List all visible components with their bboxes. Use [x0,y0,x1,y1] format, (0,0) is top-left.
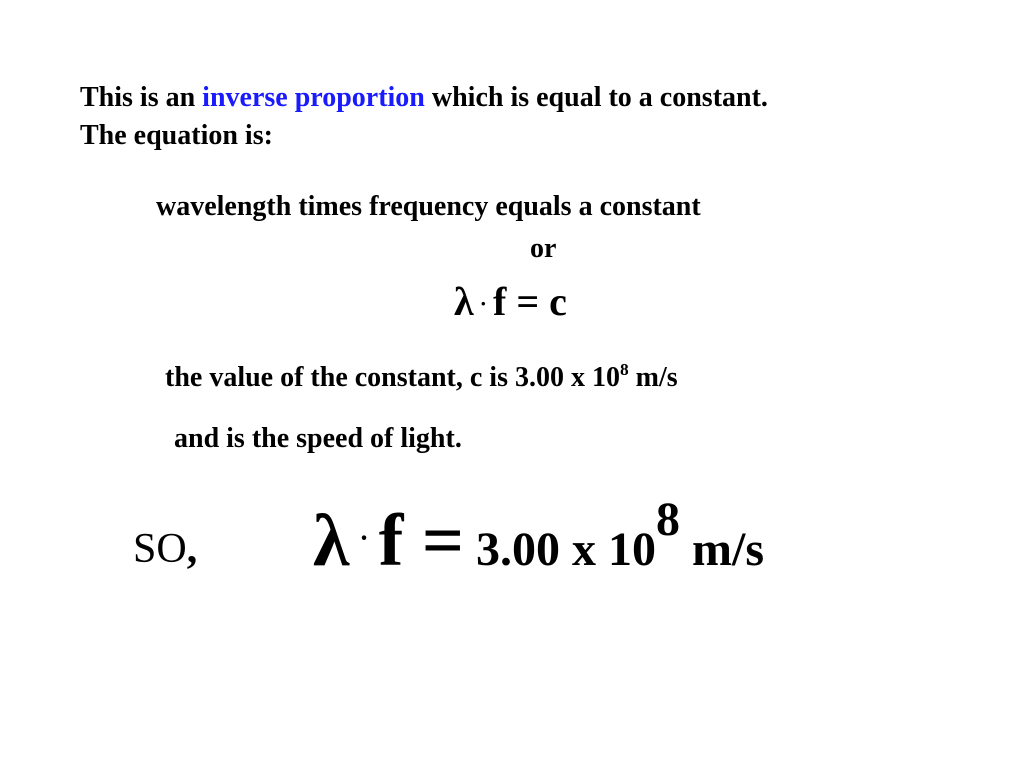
constant-value-prefix: the value of the constant, c is 3.00 x 10 [165,362,620,393]
final-unit: m/s [680,523,765,576]
final-f-equals: f = [378,500,465,582]
so-label [133,528,197,570]
or-text: or [530,233,557,264]
intro-text-after: which is equal to a constant. [424,82,768,113]
constant-unit: m/s [628,362,678,393]
so-text: SO [133,526,187,572]
inverse-proportion-highlight: inverse proportion [202,82,425,113]
final-lambda-symbol: λ [313,500,350,582]
intro-line-2: The equation is: [80,120,273,151]
speed-of-light-line: and is the speed of light. [174,423,462,454]
intro-text-before: This is an [80,82,203,113]
word-equation: wavelength times frequency equals a constant [156,191,701,222]
lambda-symbol: λ [454,279,474,324]
equation-symbolic [454,279,567,324]
final-equation [313,493,765,582]
so-comma: , [186,526,198,572]
intro-line-1 [80,84,768,112]
multiply-dot: · [479,291,487,316]
constant-exponent: 8 [619,360,629,380]
final-exponent: 8 [656,493,681,547]
final-value: 3.00 x 10 [464,523,657,576]
constant-value-line [165,360,678,393]
final-multiply-dot: · [359,523,369,554]
equation-rest: f = c [493,279,567,324]
